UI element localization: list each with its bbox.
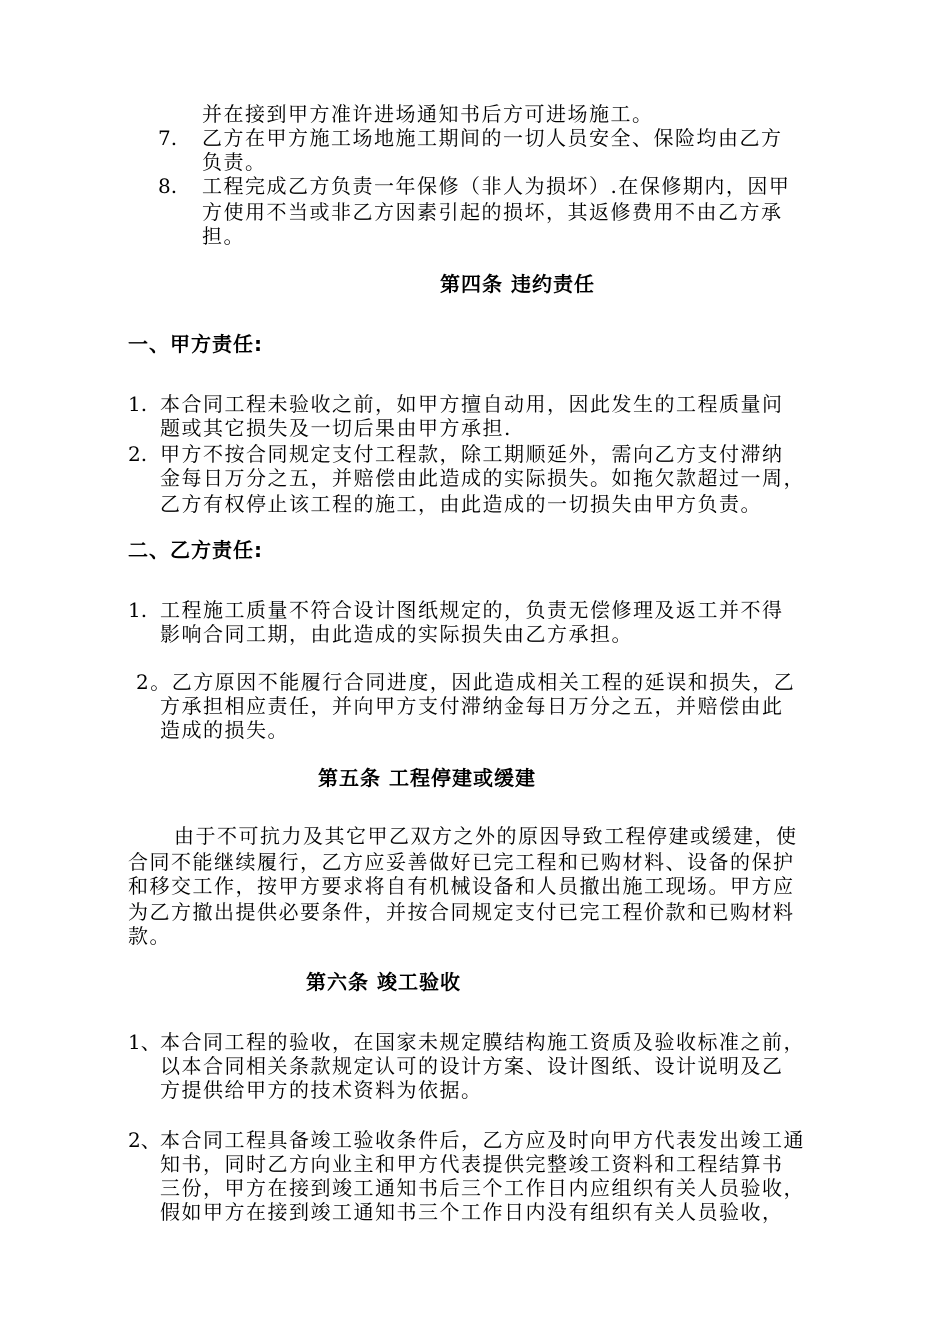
i1-line3: 方提供给甲方的技术资料为依据。 bbox=[160, 1078, 483, 1102]
item8-line2: 方使用不当或非乙方因素引起的损坏，其返修费用不由乙方承 bbox=[202, 200, 783, 224]
item6-continuation: 并在接到甲方准许进场通知书后方可进场施工。 bbox=[202, 102, 654, 126]
item8-number: 8. bbox=[158, 174, 178, 198]
i1-line1: 本合同工程的验收，在国家未规定膜结构施工资质及验收标准之前， bbox=[160, 1030, 805, 1054]
a2-line2: 金每日万分之五，并赔偿由此造成的实际损失。如拖欠款超过一周， bbox=[160, 466, 805, 490]
article5-line5: 款。 bbox=[128, 924, 171, 948]
item7-number: 7. bbox=[158, 126, 178, 150]
a2-line1: 甲方不按合同规定支付工程款，除工期顺延外，需向乙方支付滞纳 bbox=[160, 442, 784, 466]
i2-line3: 三份，甲方在接到竣工通知书后三个工作日内应组织有关人员验收， bbox=[160, 1176, 805, 1200]
party-a-heading: 一、甲方责任: bbox=[128, 332, 263, 356]
i2-line4: 假如甲方在接到竣工通知书三个工作日内没有组织有关人员验收， bbox=[160, 1200, 784, 1224]
article5-title: 第五条 工程停建或缓建 bbox=[318, 766, 536, 790]
b2-line1: 2。乙方原因不能履行合同进度，因此造成相关工程的延误和损失，乙 bbox=[136, 670, 796, 694]
i2-line2: 知书，同时乙方向业主和甲方代表提供完整竣工资料和工程结算书 bbox=[160, 1152, 784, 1176]
b1-line2: 影响合同工期，由此造成的实际损失由乙方承担。 bbox=[160, 622, 633, 646]
article5-line3: 和移交工作，按甲方要求将自有机械设备和人员撤出施工现场。甲方应 bbox=[128, 874, 795, 898]
article5-line2: 合同不能继续履行，乙方应妥善做好已完工程和已购材料、设备的保护 bbox=[128, 850, 795, 874]
article5-line4: 为乙方撤出提供必要条件，并按合同规定支付已完工程价款和已购材料 bbox=[128, 900, 795, 924]
i2-line1: 本合同工程具备竣工验收条件后，乙方应及时向甲方代表发出竣工通 bbox=[160, 1128, 805, 1152]
a1-line2: 题或其它损失及一切后果由甲方承担. bbox=[160, 416, 512, 440]
party-b-heading: 二、乙方责任: bbox=[128, 538, 263, 562]
item7-line1: 乙方在甲方施工场地施工期间的一切人员安全、保险均由乙方 bbox=[202, 126, 783, 150]
article6-title: 第六条 竣工验收 bbox=[306, 970, 461, 994]
item8-line1: 工程完成乙方负责一年保修（非人为损坏）.在保修期内，因甲 bbox=[202, 174, 791, 198]
article5-line1: 由于不可抗力及其它甲乙双方之外的原因导致工程停建或缓建，使 bbox=[174, 824, 798, 848]
a2-number: 2. bbox=[128, 442, 148, 466]
i1-line2: 以本合同相关条款规定认可的设计方案、设计图纸、设计说明及乙 bbox=[160, 1054, 784, 1078]
article4-title: 第四条 违约责任 bbox=[440, 272, 595, 296]
i2-number: 2、 bbox=[128, 1128, 161, 1152]
b1-number: 1. bbox=[128, 598, 148, 622]
a1-number: 1. bbox=[128, 392, 148, 416]
b1-line1: 工程施工质量不符合设计图纸规定的，负责无偿修理及返工并不得 bbox=[160, 598, 784, 622]
a1-line1: 本合同工程未验收之前，如甲方擅自动用，因此发生的工程质量问 bbox=[160, 392, 784, 416]
item7-line2: 负责。 bbox=[202, 150, 267, 174]
a2-line3: 乙方有权停止该工程的施工，由此造成的一切损失由甲方负责。 bbox=[160, 492, 762, 516]
b2-line3: 造成的损失。 bbox=[160, 718, 289, 742]
item8-line3: 担。 bbox=[202, 224, 245, 248]
b2-line2: 方承担相应责任，并向甲方支付滞纳金每日万分之五，并赔偿由此 bbox=[160, 694, 784, 718]
i1-number: 1、 bbox=[128, 1030, 161, 1054]
